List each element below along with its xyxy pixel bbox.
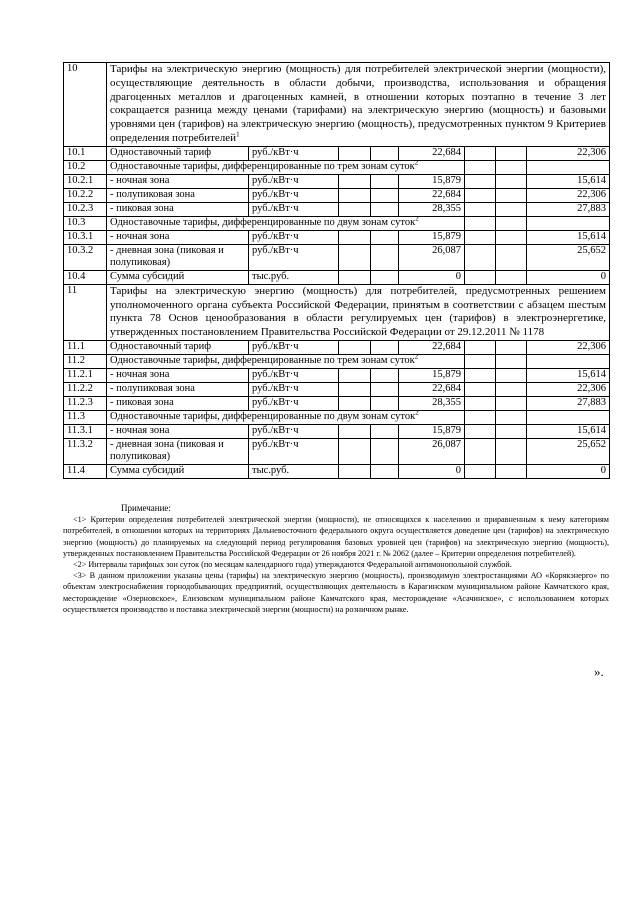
empty-cell bbox=[371, 438, 399, 464]
empty-cell bbox=[339, 174, 371, 188]
value-first-half: 26,087 bbox=[399, 244, 465, 270]
row-unit: руб./кВт·ч bbox=[249, 382, 339, 396]
row-number: 10.2.2 bbox=[64, 188, 107, 202]
value-second-half: 15,614 bbox=[527, 368, 610, 382]
row-description: - ночная зона bbox=[107, 424, 249, 438]
table-row bbox=[64, 270, 610, 284]
closing-quote: ». bbox=[594, 664, 604, 679]
empty-cell bbox=[339, 382, 371, 396]
row-description: - ночная зона bbox=[107, 368, 249, 382]
note-2: <2> Интервалы тарифных зон суток (по месяцам календарного года) утверждаются Федеральной антимонопольной службой. bbox=[73, 560, 512, 570]
empty-cell bbox=[371, 340, 399, 354]
empty-cell bbox=[339, 146, 371, 160]
empty-cell bbox=[465, 244, 496, 270]
empty-cell bbox=[371, 382, 399, 396]
empty-cell bbox=[496, 340, 527, 354]
empty-cell bbox=[465, 368, 496, 382]
row-number: 11.2.2 bbox=[64, 382, 107, 396]
value-second-half: 0 bbox=[527, 270, 610, 284]
empty-cell bbox=[339, 340, 371, 354]
empty-cell bbox=[496, 160, 527, 174]
subsection-text: Одноставочные тарифы, дифференцированные по двум зонам суток bbox=[110, 410, 416, 422]
empty-cell bbox=[339, 202, 371, 216]
value-second-half: 27,883 bbox=[527, 202, 610, 216]
empty-cell bbox=[465, 202, 496, 216]
table-row bbox=[64, 244, 610, 270]
subsection-text: Одноставочные тарифы, дифференцированные по трем зонам суток bbox=[110, 354, 415, 366]
subsection-description bbox=[107, 410, 465, 424]
row-number: 11.3.2 bbox=[64, 438, 107, 464]
row-number: 10.2.3 bbox=[64, 202, 107, 216]
table-row bbox=[64, 188, 610, 202]
value-second-half: 27,883 bbox=[527, 396, 610, 410]
table-row bbox=[64, 63, 610, 147]
empty-cell bbox=[465, 396, 496, 410]
footnote-ref: 2 bbox=[414, 160, 419, 167]
value-second-half: 22,306 bbox=[527, 188, 610, 202]
empty-cell bbox=[371, 230, 399, 244]
row-description: Одноставочный тариф bbox=[107, 146, 249, 160]
table-row bbox=[64, 438, 610, 464]
empty-cell bbox=[496, 464, 527, 478]
row-description: - полупиковая зона bbox=[107, 188, 249, 202]
value-first-half: 15,879 bbox=[399, 424, 465, 438]
section-text: Тарифы на электрическую энергию (мощность) для потребителей электрической энергии (мощности), осуществляющие деятельность в области добычи, производства, использования и обращения драгоценных металлов и драгоценных камней, в отношении которых поэтапно в течение 3 лет сокращается разница между ценами (тарифами) на электрическую энергию (мощность) и базовыми уровнями цен (тарифов) на электрическую энергию (мощность), предусмотренных пунктом 9 Критериев определения потребителей bbox=[110, 63, 606, 144]
value-first-half: 22,684 bbox=[399, 382, 465, 396]
tariff-table bbox=[63, 62, 610, 479]
table-row bbox=[64, 146, 610, 160]
row-number: 10.3.1 bbox=[64, 230, 107, 244]
subsection-description bbox=[107, 160, 465, 174]
empty-cell bbox=[371, 464, 399, 478]
footnote-ref: 1 bbox=[236, 130, 240, 139]
row-unit: тыс.руб. bbox=[249, 270, 339, 284]
empty-cell bbox=[465, 410, 496, 424]
value-second-half: 25,652 bbox=[527, 438, 610, 464]
row-number: 11 bbox=[64, 284, 107, 340]
section-description bbox=[107, 63, 610, 147]
footnote-ref: 2 bbox=[414, 354, 419, 361]
value-second-half: 22,306 bbox=[527, 382, 610, 396]
empty-cell bbox=[527, 410, 610, 424]
row-description: - пиковая зона bbox=[107, 202, 249, 216]
footnote-ref: 2 bbox=[415, 410, 419, 417]
subsection-text: Одноставочные тарифы, дифференцированные по трем зонам суток bbox=[110, 160, 415, 172]
empty-cell bbox=[465, 230, 496, 244]
row-unit: руб./кВт·ч bbox=[249, 340, 339, 354]
row-description: - дневная зона (пиковая и полупиковая) bbox=[107, 438, 249, 464]
row-description: - дневная зона (пиковая и полупиковая) bbox=[107, 244, 249, 270]
empty-cell bbox=[496, 202, 527, 216]
empty-cell bbox=[339, 188, 371, 202]
row-unit: руб./кВт·ч bbox=[249, 174, 339, 188]
table-row bbox=[64, 396, 610, 410]
row-number: 10.2 bbox=[64, 160, 107, 174]
footnote-ref: 2 bbox=[415, 216, 419, 223]
value-first-half: 28,355 bbox=[399, 202, 465, 216]
empty-cell bbox=[465, 174, 496, 188]
row-description: Сумма субсидий bbox=[107, 270, 249, 284]
empty-cell bbox=[339, 424, 371, 438]
value-first-half: 22,684 bbox=[399, 146, 465, 160]
value-second-half: 22,306 bbox=[527, 146, 610, 160]
value-first-half: 15,879 bbox=[399, 368, 465, 382]
value-second-half: 15,614 bbox=[527, 424, 610, 438]
value-first-half: 0 bbox=[399, 270, 465, 284]
row-number: 11.2.3 bbox=[64, 396, 107, 410]
row-description: - пиковая зона bbox=[107, 396, 249, 410]
empty-cell bbox=[496, 354, 527, 368]
empty-cell bbox=[371, 188, 399, 202]
row-description: Сумма субсидий bbox=[107, 464, 249, 478]
empty-cell bbox=[371, 244, 399, 270]
section-description bbox=[107, 284, 610, 340]
row-number: 10.3.2 bbox=[64, 244, 107, 270]
value-first-half: 22,684 bbox=[399, 188, 465, 202]
value-first-half: 22,684 bbox=[399, 340, 465, 354]
empty-cell bbox=[339, 368, 371, 382]
row-description: - ночная зона bbox=[107, 174, 249, 188]
section-text: Тарифы на электрическую энергию (мощность) для потребителей, предусмотренных решением уполномоченного органа субъекта Российской Федерации, принятым в соответствии с абзацем шестым пункта 78 Основ ценообразования в области регулируемых цен (тарифов) в электроэнергетике, утвержденных постановлением Правительства Российской Федерации от 29.12.2011 № 1178 bbox=[110, 284, 606, 339]
row-number: 11.2.1 bbox=[64, 368, 107, 382]
empty-cell bbox=[465, 340, 496, 354]
empty-cell bbox=[339, 270, 371, 284]
row-unit: руб./кВт·ч bbox=[249, 146, 339, 160]
empty-cell bbox=[496, 438, 527, 464]
row-number: 11.2 bbox=[64, 354, 107, 368]
empty-cell bbox=[496, 410, 527, 424]
row-number: 11.3 bbox=[64, 410, 107, 424]
value-first-half: 15,879 bbox=[399, 230, 465, 244]
row-number: 10.3 bbox=[64, 216, 107, 230]
row-number: 11.3.1 bbox=[64, 424, 107, 438]
row-unit: руб./кВт·ч bbox=[249, 230, 339, 244]
empty-cell bbox=[371, 396, 399, 410]
empty-cell bbox=[496, 174, 527, 188]
row-unit: руб./кВт·ч bbox=[249, 438, 339, 464]
row-description: - ночная зона bbox=[107, 230, 249, 244]
row-number: 11.1 bbox=[64, 340, 107, 354]
empty-cell bbox=[465, 270, 496, 284]
empty-cell bbox=[496, 396, 527, 410]
note-3: <3> В данном приложении указаны цены (тарифы) на электрическую энергию (мощность), производимую электростанциями АО «Корякэнерго» по объектам электроснабжения горнодобывающих предприятий, осуществляющих деятельность в Карагинском муниципальном районе Камчатского края, месторождение «Озерновское», Елизовском муниципальном районе Камчатского края, месторождение «Асачинское», с использованием которых осуществляется производство и поставка электрической энергии (мощности) на розничном рынке. bbox=[63, 571, 609, 614]
empty-cell bbox=[496, 368, 527, 382]
empty-cell bbox=[465, 354, 496, 368]
table-row bbox=[64, 368, 610, 382]
empty-cell bbox=[496, 270, 527, 284]
value-second-half: 15,614 bbox=[527, 230, 610, 244]
empty-cell bbox=[465, 464, 496, 478]
empty-cell bbox=[339, 396, 371, 410]
empty-cell bbox=[465, 438, 496, 464]
row-number: 10 bbox=[64, 63, 107, 147]
empty-cell bbox=[465, 424, 496, 438]
table-row bbox=[64, 410, 610, 424]
row-unit: руб./кВт·ч bbox=[249, 202, 339, 216]
row-number: 10.2.1 bbox=[64, 174, 107, 188]
value-first-half: 28,355 bbox=[399, 396, 465, 410]
table-row bbox=[64, 464, 610, 478]
empty-cell bbox=[371, 146, 399, 160]
table-row bbox=[64, 230, 610, 244]
empty-cell bbox=[339, 244, 371, 270]
empty-cell bbox=[527, 160, 610, 174]
empty-cell bbox=[465, 146, 496, 160]
empty-cell bbox=[496, 216, 527, 230]
table-row bbox=[64, 202, 610, 216]
empty-cell bbox=[527, 354, 610, 368]
empty-cell bbox=[371, 368, 399, 382]
empty-cell bbox=[465, 160, 496, 174]
notes-block bbox=[63, 503, 609, 615]
row-unit: руб./кВт·ч bbox=[249, 368, 339, 382]
row-unit: руб./кВт·ч bbox=[249, 244, 339, 270]
table-row bbox=[64, 340, 610, 354]
empty-cell bbox=[339, 464, 371, 478]
empty-cell bbox=[496, 146, 527, 160]
table-row bbox=[64, 284, 610, 340]
empty-cell bbox=[339, 438, 371, 464]
table-row bbox=[64, 424, 610, 438]
row-unit: руб./кВт·ч bbox=[249, 424, 339, 438]
value-second-half: 15,614 bbox=[527, 174, 610, 188]
empty-cell bbox=[465, 382, 496, 396]
empty-cell bbox=[371, 202, 399, 216]
table-row bbox=[64, 174, 610, 188]
row-number: 10.1 bbox=[64, 146, 107, 160]
empty-cell bbox=[496, 424, 527, 438]
empty-cell bbox=[496, 382, 527, 396]
table-row bbox=[64, 354, 610, 368]
subsection-description bbox=[107, 354, 465, 368]
table-row bbox=[64, 216, 610, 230]
row-unit: руб./кВт·ч bbox=[249, 396, 339, 410]
note-1: <1> Критерии определения потребителей электрической энергии (мощности), не относящихся к населению и приравненным к нему категориям потребителей, в отношении которых на территориях Дальневосточного федерального округа осуществляется доведение цен (тарифов) на электрическую энергию (мощность) до планируемых на следующий период регулирования базовых уровней цен (тарифов) на электрическую энергию (мощность), утвержденных постановлением Правительства Российской Федерации от 26 ноября 2021 г. № 2062 (далее – Критерии определения потребителей). bbox=[63, 515, 609, 558]
subsection-description bbox=[107, 216, 465, 230]
empty-cell bbox=[371, 424, 399, 438]
row-unit: руб./кВт·ч bbox=[249, 188, 339, 202]
empty-cell bbox=[339, 230, 371, 244]
empty-cell bbox=[465, 216, 496, 230]
row-description: - полупиковая зона bbox=[107, 382, 249, 396]
table-row bbox=[64, 382, 610, 396]
value-first-half: 0 bbox=[399, 464, 465, 478]
subsection-text: Одноставочные тарифы, дифференцированные по двум зонам суток bbox=[110, 216, 416, 228]
empty-cell bbox=[496, 244, 527, 270]
row-unit: тыс.руб. bbox=[249, 464, 339, 478]
table-row bbox=[64, 160, 610, 174]
empty-cell bbox=[371, 174, 399, 188]
row-number: 11.4 bbox=[64, 464, 107, 478]
value-second-half: 0 bbox=[527, 464, 610, 478]
empty-cell bbox=[527, 216, 610, 230]
value-second-half: 25,652 bbox=[527, 244, 610, 270]
notes-heading: Примечание: bbox=[121, 503, 171, 513]
value-first-half: 26,087 bbox=[399, 438, 465, 464]
row-number: 10.4 bbox=[64, 270, 107, 284]
value-second-half: 22,306 bbox=[527, 340, 610, 354]
value-first-half: 15,879 bbox=[399, 174, 465, 188]
empty-cell bbox=[496, 188, 527, 202]
empty-cell bbox=[371, 270, 399, 284]
empty-cell bbox=[465, 188, 496, 202]
row-description: Одноставочный тариф bbox=[107, 340, 249, 354]
empty-cell bbox=[496, 230, 527, 244]
